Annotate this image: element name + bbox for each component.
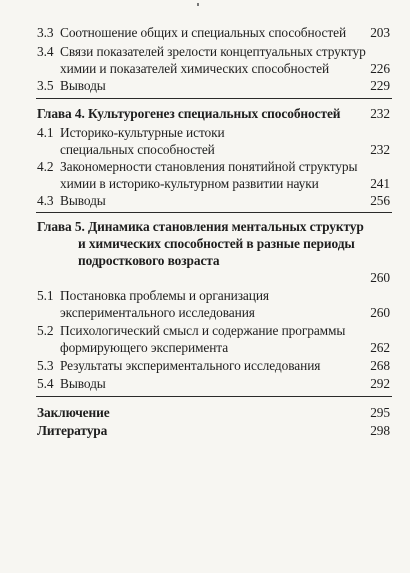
entry-title: Связи показателей зрелости концептуальных структур [60, 44, 366, 59]
entry-page: 241 [370, 176, 390, 191]
entry-title: Выводы [60, 193, 106, 208]
entry-title: формирующего эксперимента [60, 340, 229, 355]
chapter-title: и химических способностей в разные периоды [78, 236, 355, 251]
entry-title: Психологический смысл и содержание программы [60, 323, 346, 338]
entry-title: экспериментального исследования [60, 305, 255, 320]
chapter-title: Глава 4. Культурогенез специальных способностей [37, 106, 341, 121]
divider [36, 98, 392, 99]
entry-page: 232 [370, 142, 390, 157]
entry-page: 262 [370, 340, 390, 355]
page-mark [197, 3, 199, 6]
entry-number: 3.5 [37, 78, 54, 93]
entry-number: 4.1 [37, 125, 54, 140]
entry-title: Соотношение общих и специальных способностей [60, 25, 347, 40]
entry-page: 260 [370, 270, 390, 285]
chapter-title: подросткового возраста [78, 253, 220, 268]
chapter-title: Глава 5. Динамика становления ментальных структур [37, 219, 364, 234]
divider [36, 396, 392, 397]
entry-page: 226 [370, 61, 390, 76]
entry-number: 3.4 [37, 44, 54, 59]
entry-title: Результаты экспериментального исследования [60, 358, 321, 373]
entry-title: Выводы [60, 78, 106, 93]
entry-number: 5.1 [37, 288, 54, 303]
entry-page: 292 [370, 376, 390, 391]
entry-page: 256 [370, 193, 390, 208]
divider [36, 212, 392, 213]
chapter-title: Заключение [37, 405, 110, 420]
entry-page: 260 [370, 305, 390, 320]
entry-title: специальных способностей [60, 142, 215, 157]
entry-number: 4.2 [37, 159, 54, 174]
entry-title: Закономерности становления понятийной структуры [60, 159, 358, 174]
entry-title: химии и показателей химических способностей [60, 61, 330, 76]
entry-page: 298 [370, 423, 390, 438]
entry-number: 5.3 [37, 358, 54, 373]
entry-page: 232 [370, 106, 390, 121]
entry-page: 229 [370, 78, 390, 93]
entry-title: Историко-культурные истоки [60, 125, 225, 140]
entry-title: химии в историко-культурном развитии науки [60, 176, 319, 191]
entry-number: 5.4 [37, 376, 54, 391]
entry-number: 5.2 [37, 323, 54, 338]
entry-title: Постановка проблемы и организация [60, 288, 269, 303]
entry-page: 203 [370, 25, 390, 40]
chapter-title: Литература [37, 423, 108, 438]
entry-number: 3.3 [37, 25, 54, 40]
entry-page: 268 [370, 358, 390, 373]
entry-title: Выводы [60, 376, 106, 391]
entry-page: 295 [370, 405, 390, 420]
entry-number: 4.3 [37, 193, 54, 208]
